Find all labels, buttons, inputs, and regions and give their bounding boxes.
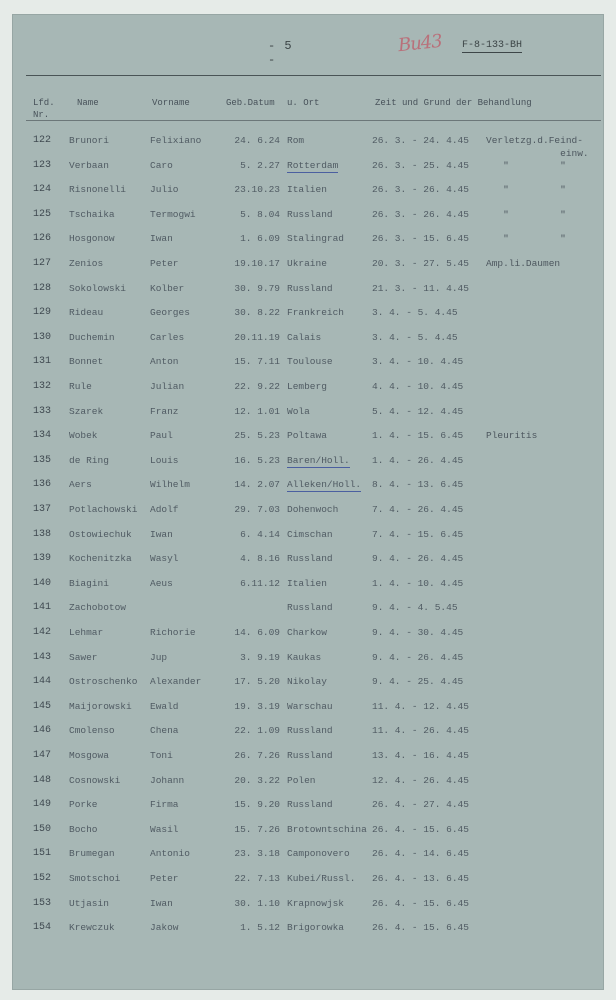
row-vorname: Julian [150,381,185,392]
row-geb-datum: 15. 7.26 [234,823,280,835]
row-ort: Frankreich [287,307,345,319]
row-zeit: 8. 4. - 13. 6.45 [372,479,464,491]
row-zeit: 13. 4. - 16. 4.45 [372,750,469,761]
row-note: Verletzg.d.Feind- einw. [486,135,589,159]
table-row [0,405,616,427]
row-number: 141 [33,602,52,614]
row-zeit: 1. 4. - 15. 6.45 [372,430,464,442]
row-geb-datum: 6. 4.14 [240,528,280,540]
row-vorname: Termogwi [150,208,196,220]
row-name: Rideau [69,307,104,319]
row-vorname: Aeus [150,577,173,589]
row-note: Amp.li.Daumen [486,258,561,269]
row-zeit: 26. 3. - 24. 4.45 [372,135,469,146]
page-number: - 5 - [268,39,293,67]
row-ort: Krapnowjsk [287,897,345,909]
table-row [0,675,616,697]
header-rule-bottom [26,120,601,121]
row-name: Potlachowski [69,504,138,515]
row-vorname: Jakow [150,922,179,934]
row-number: 122 [33,135,52,146]
row-vorname: Jup [150,651,168,663]
row-geb-datum: 4. 8.16 [240,553,280,565]
row-geb-datum: 30. 8.22 [234,307,280,319]
row-zeit: 1. 4. - 10. 4.45 [372,577,464,589]
header-zeit-grund: Zeit und Grund der Behandlung [375,98,532,108]
row-number: 144 [33,676,52,688]
row-zeit: 26. 4. - 13. 6.45 [372,873,469,884]
row-geb-datum: 3. 9.19 [240,651,280,663]
table-row [0,823,616,845]
row-number: 129 [33,307,52,319]
row-name: Bocho [69,823,98,835]
row-number: 151 [33,848,52,860]
row-vorname: Chena [150,725,179,737]
row-number: 152 [33,873,52,884]
row-geb-datum: 12. 1.01 [234,405,280,417]
row-geb-datum: 26. 7.26 [234,750,280,761]
row-geb-datum: 17. 5.20 [234,676,280,688]
table-row [0,134,616,159]
row-vorname: Franz [150,405,179,417]
row-name: Mosgowa [69,750,109,761]
row-number: 137 [33,504,52,515]
table-row [0,774,616,796]
row-zeit: 26. 4. - 15. 6.45 [372,897,469,909]
row-ort: Brigorowka [287,922,345,934]
row-ort: Kubei/Russl. [287,873,356,884]
row-zeit: 26. 4. - 14. 6.45 [372,848,469,860]
row-vorname: Wilhelm [150,479,190,491]
row-ort: Brotowntschina [287,823,367,835]
table-row [0,331,616,353]
row-geb-datum: 30. 1.10 [234,897,280,909]
row-ort: Charkow [287,627,327,638]
row-zeit: 11. 4. - 26. 4.45 [372,725,469,737]
row-zeit: 9. 4. - 30. 4.45 [372,627,464,638]
row-number: 150 [33,823,52,835]
row-vorname: Kolber [150,282,185,294]
row-name: Cmolenso [69,725,115,737]
row-name: Rule [69,381,92,392]
row-name: Verbaan [69,159,109,171]
header-geb-datum: Geb.Datum [226,98,275,108]
row-ort: Alleken/Holl. [287,479,362,491]
row-note: Pleuritis [486,430,538,442]
row-vorname: Wasyl [150,553,179,565]
row-vorname: Louis [150,454,179,466]
row-zeit: 7. 4. - 15. 6.45 [372,528,464,540]
row-ort: Polen [287,774,316,786]
row-name: Utjasin [69,897,109,909]
row-zeit: 9. 4. - 25. 4.45 [372,676,464,688]
row-vorname: Johann [150,774,185,786]
row-zeit: 26. 4. - 15. 6.45 [372,922,469,934]
row-note: " " [486,233,566,245]
table-row [0,552,616,574]
row-geb-datum: 14. 2.07 [234,479,280,491]
row-geb-datum: 6.11.12 [240,577,280,589]
table-row [0,183,616,205]
row-zeit: 4. 4. - 10. 4.45 [372,381,464,392]
row-geb-datum: 15. 7.11 [234,356,280,368]
table-row [0,159,616,181]
row-number: 139 [33,553,52,565]
row-geb-datum: 20.11.19 [234,331,280,343]
row-vorname: Antonio [150,848,190,860]
row-geb-datum: 30. 9.79 [234,282,280,294]
row-zeit: 26. 3. - 15. 6.45 [372,233,469,245]
table-row [0,651,616,673]
row-zeit: 26. 4. - 27. 4.45 [372,799,469,811]
row-geb-datum: 24. 6.24 [234,135,280,146]
table-row [0,380,616,402]
row-ort: Russland [287,553,333,565]
row-number: 146 [33,725,52,737]
row-vorname: Carles [150,331,185,343]
row-vorname: Julio [150,184,179,196]
row-name: Cosnowski [69,774,121,786]
table-row [0,724,616,746]
row-ort: Poltawa [287,430,327,442]
header-name: Name [77,98,99,108]
row-ort: Camponovero [287,848,350,860]
table-row [0,872,616,894]
document-reference: F-8-133-BH [462,40,523,51]
row-vorname: Iwan [150,897,173,909]
header-ort: u. Ort [287,98,320,108]
row-ort: Cimschan [287,528,333,540]
row-geb-datum: 5. 8.04 [240,208,280,220]
row-number: 142 [33,627,52,638]
row-geb-datum: 22. 7.13 [234,873,280,884]
row-name: Aers [69,479,92,491]
row-ort: Russland [287,602,333,614]
row-ort: Toulouse [287,356,333,368]
row-number: 125 [33,208,52,220]
row-zeit: 21. 3. - 11. 4.45 [372,282,469,294]
row-name: Ostowiechuk [69,528,132,540]
row-number: 148 [33,774,52,786]
row-geb-datum: 16. 5.23 [234,454,280,466]
row-note: " " [486,208,566,220]
row-name: Duchemin [69,331,115,343]
table-row [0,503,616,525]
row-zeit: 5. 4. - 12. 4.45 [372,405,464,417]
handwritten-stamp: Bu43 [397,30,443,57]
row-name: Ostroschenko [69,676,138,688]
row-vorname: Peter [150,258,179,269]
row-number: 130 [33,331,52,343]
row-number: 149 [33,799,52,811]
row-vorname: Iwan [150,528,173,540]
row-vorname: Adolf [150,504,179,515]
row-name: Wobek [69,430,98,442]
row-zeit: 3. 4. - 5. 4.45 [372,331,458,343]
row-geb-datum: 25. 5.23 [234,430,280,442]
row-ort: Warschau [287,700,333,712]
row-number: 123 [33,159,52,171]
table-row [0,921,616,943]
row-zeit: 12. 4. - 26. 4.45 [372,774,469,786]
row-number: 132 [33,381,52,392]
row-geb-datum: 1. 6.09 [240,233,280,245]
row-name: Hosgonow [69,233,115,245]
table-row [0,528,616,550]
row-zeit: 20. 3. - 27. 5.45 [372,258,469,269]
row-ort: Kaukas [287,651,322,663]
row-vorname: Felixiano [150,135,202,146]
header-rule-top [26,75,601,76]
table-row [0,355,616,377]
row-geb-datum: 23.10.23 [234,184,280,196]
row-vorname: Georges [150,307,190,319]
table-row [0,626,616,648]
table-row [0,601,616,623]
row-vorname: Firma [150,799,179,811]
table-row [0,282,616,304]
row-name: Zachobotow [69,602,127,614]
row-vorname: Iwan [150,233,173,245]
table-row [0,232,616,254]
row-geb-datum: 19.10.17 [234,258,280,269]
row-name: de Ring [69,454,109,466]
row-ort: Russland [287,208,333,220]
row-zeit: 9. 4. - 4. 5.45 [372,602,458,614]
row-name: Bonnet [69,356,104,368]
row-number: 128 [33,282,52,294]
row-number: 138 [33,528,52,540]
row-note: " " [486,184,566,196]
row-zeit: 26. 4. - 15. 6.45 [372,823,469,835]
row-number: 143 [33,651,52,663]
row-number: 135 [33,454,52,466]
row-name: Porke [69,799,98,811]
row-ort: Stalingrad [287,233,345,245]
row-geb-datum: 15. 9.20 [234,799,280,811]
row-number: 136 [33,479,52,491]
row-name: Krewczuk [69,922,115,934]
row-name: Smotschoi [69,873,121,884]
row-number: 131 [33,356,52,368]
row-number: 124 [33,184,52,196]
row-vorname: Paul [150,430,173,442]
row-number: 126 [33,233,52,245]
table-row [0,306,616,328]
row-name: Maijorowski [69,700,132,712]
row-zeit: 3. 4. - 5. 4.45 [372,307,458,319]
row-name: Biagini [69,577,109,589]
row-ort: Italien [287,577,327,589]
row-number: 127 [33,258,52,269]
row-zeit: 26. 3. - 26. 4.45 [372,184,469,196]
row-ort: Wola [287,405,310,417]
row-geb-datum: 22. 1.09 [234,725,280,737]
row-zeit: 1. 4. - 26. 4.45 [372,454,464,466]
row-ort: Dohenwoch [287,504,339,515]
table-row [0,577,616,599]
row-number: 154 [33,922,52,934]
row-number: 133 [33,405,52,417]
row-vorname: Caro [150,159,173,171]
row-geb-datum: 14. 6.09 [234,627,280,638]
row-ort: Russland [287,725,333,737]
row-ort: Rotterdam [287,159,339,171]
row-geb-datum: 1. 5.12 [240,922,280,934]
row-ort: Nikolay [287,676,327,688]
table-row [0,429,616,451]
row-vorname: Ewald [150,700,179,712]
row-ort: Ukraine [287,258,327,269]
row-zeit: 26. 3. - 26. 4.45 [372,208,469,220]
row-vorname: Alexander [150,676,202,688]
table-row [0,749,616,771]
row-zeit: 7. 4. - 26. 4.45 [372,504,464,515]
table-row [0,208,616,230]
row-name: Szarek [69,405,104,417]
table-row [0,798,616,820]
row-name: Risnonelli [69,184,127,196]
row-number: 134 [33,430,52,442]
row-zeit: 3. 4. - 10. 4.45 [372,356,464,368]
row-vorname: Peter [150,873,179,884]
row-name: Lehmar [69,627,104,638]
row-vorname: Wasil [150,823,179,835]
row-number: 147 [33,750,52,761]
row-zeit: 26. 3. - 25. 4.45 [372,159,469,171]
row-ort: Russland [287,282,333,294]
row-name: Sawer [69,651,98,663]
row-ort: Rom [287,135,305,146]
table-row [0,847,616,869]
table-row [0,700,616,722]
row-zeit: 9. 4. - 26. 4.45 [372,553,464,565]
row-geb-datum: 23. 3.18 [234,848,280,860]
row-geb-datum: 22. 9.22 [234,381,280,392]
row-number: 153 [33,897,52,909]
row-name: Brumegan [69,848,115,860]
table-row [0,478,616,500]
row-name: Sokolowski [69,282,127,294]
header-vorname: Vorname [152,98,190,108]
row-ort: Lemberg [287,381,327,392]
table-row [0,897,616,919]
row-number: 145 [33,700,52,712]
row-number: 140 [33,577,52,589]
row-name: Brunori [69,135,109,146]
row-ort: Italien [287,184,327,196]
row-ort: Baren/Holl. [287,454,350,466]
row-name: Kochenitzka [69,553,132,565]
header-lfd-nr: Lfd. Nr. [33,98,55,120]
row-zeit: 11. 4. - 12. 4.45 [372,700,469,712]
row-zeit: 9. 4. - 26. 4.45 [372,651,464,663]
row-geb-datum: 19. 3.19 [234,700,280,712]
row-vorname: Anton [150,356,179,368]
row-geb-datum: 5. 2.27 [240,159,280,171]
table-row [0,257,616,279]
row-ort: Russland [287,750,333,761]
row-ort: Calais [287,331,322,343]
row-name: Zenios [69,258,104,269]
row-vorname: Toni [150,750,173,761]
row-ort: Russland [287,799,333,811]
row-note: " " [486,159,566,171]
row-vorname: Richorie [150,627,196,638]
row-geb-datum: 29. 7.03 [234,504,280,515]
row-name: Tschaika [69,208,115,220]
table-row [0,454,616,476]
row-geb-datum: 20. 3.22 [234,774,280,786]
